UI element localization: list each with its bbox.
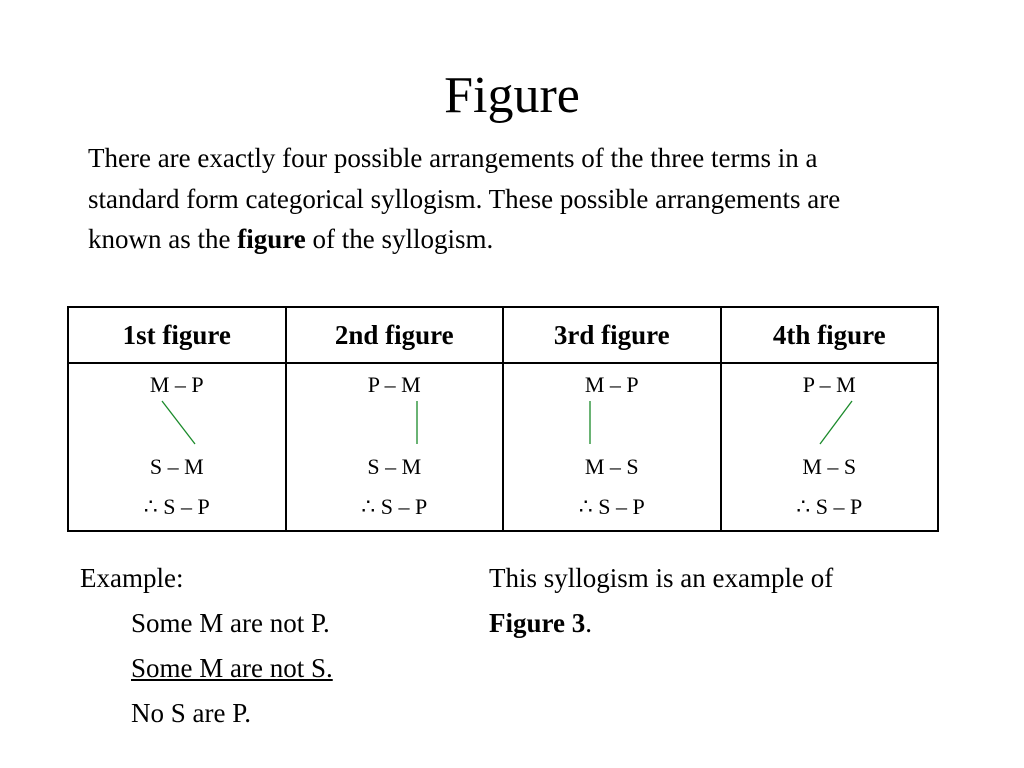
premise-major: P – M xyxy=(367,372,421,397)
premise-minor: S – M xyxy=(367,454,422,479)
table-header-row xyxy=(68,307,938,363)
conclusion: ∴ S – P xyxy=(143,494,210,519)
figure-note-text: This syllogism is an example of xyxy=(489,563,834,593)
example-major-premise: Some M are not P. xyxy=(131,608,330,638)
intro-text-bold: figure xyxy=(237,224,306,254)
example-label: Example: xyxy=(80,563,184,593)
figure-cell-4 xyxy=(721,363,939,531)
conclusion: ∴ S – P xyxy=(361,494,428,519)
premise-minor: S – M xyxy=(149,454,204,479)
page-title: Figure xyxy=(444,67,580,124)
figures-table xyxy=(67,306,939,532)
table-body-row xyxy=(68,363,938,531)
premise-major: M – P xyxy=(584,372,639,397)
header-4th-figure: 4th figure xyxy=(721,307,939,363)
premise-minor: M – S xyxy=(802,454,857,479)
figure-note-end: . xyxy=(585,608,592,638)
premise-major: P – M xyxy=(802,372,856,397)
header-3rd-figure: 3rd figure xyxy=(503,307,721,363)
figure-cell-1 xyxy=(68,363,286,531)
link-line xyxy=(820,401,852,444)
conclusion: ∴ S – P xyxy=(796,494,863,519)
premise-minor: M – S xyxy=(584,454,639,479)
figure-cell-3 xyxy=(503,363,721,531)
header-2nd-figure: 2nd figure xyxy=(286,307,504,363)
figure-cell-2 xyxy=(286,363,504,531)
intro-text-before: There are exactly four possible arrangements of the three terms in a standard form categorical syllogism. These possible arrangements are known as the xyxy=(88,143,841,254)
conclusion: ∴ S – P xyxy=(578,494,645,519)
example-block xyxy=(80,556,333,736)
link-line xyxy=(162,401,195,444)
example-conclusion: No S are P. xyxy=(131,698,251,728)
figure-note-bold: Figure 3 xyxy=(489,608,586,638)
header-1st-figure: 1st figure xyxy=(68,307,286,363)
premise-major: M – P xyxy=(149,372,204,397)
figure-note xyxy=(489,556,959,646)
example-minor-premise: Some M are not S. xyxy=(131,653,333,683)
intro-text-after: of the syllogism. xyxy=(305,224,494,254)
intro-paragraph xyxy=(88,138,908,260)
